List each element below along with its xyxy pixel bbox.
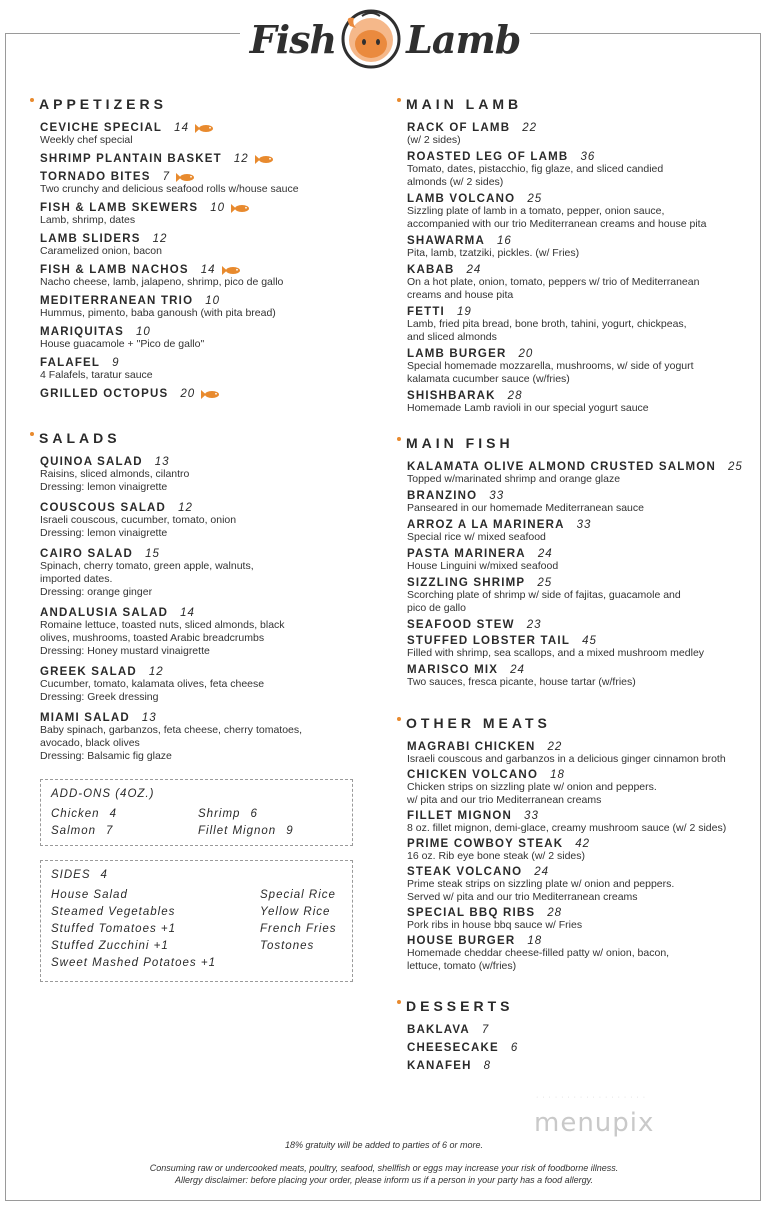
addon-item: Shrimp 6	[198, 808, 258, 820]
item-price: 24	[466, 264, 482, 276]
fish-icon	[222, 266, 242, 275]
item-description: accompanied with our trio Mediterranean creams and house pita	[407, 218, 707, 230]
item-price: 13	[154, 456, 170, 468]
addon-item: Fillet Mignon 9	[198, 825, 294, 837]
menu-item-name	[40, 233, 360, 245]
menu-item	[40, 171, 360, 196]
item-price: 12	[178, 502, 193, 514]
menu-item	[407, 1060, 742, 1072]
menu-item	[407, 664, 742, 689]
item-title: RACK OF LAMB	[407, 122, 511, 134]
menu-item-name	[40, 357, 360, 369]
side-item: Special Rice	[260, 889, 336, 901]
item-description: Panseared in our homemade Mediterranean sauce	[407, 502, 644, 514]
side-item: House Salad	[51, 889, 128, 901]
menu-item-name	[407, 390, 742, 402]
item-title: GREEK SALAD	[40, 666, 137, 678]
item-description: Prime steak strips on sizzling plate w/ onion and peppers.	[407, 878, 675, 890]
menu-item-name	[407, 548, 742, 560]
item-price: 12	[152, 233, 168, 245]
menu-item-name	[407, 619, 742, 631]
item-description: and sliced almonds	[407, 331, 497, 343]
fish-icon	[201, 390, 221, 399]
item-price: 10	[210, 202, 226, 214]
section-title-salads: SALADS	[30, 430, 360, 446]
menu-item-name	[407, 838, 742, 850]
menu-item	[407, 193, 742, 231]
item-title: MARISCO MIX	[407, 664, 499, 676]
item-title: ARROZ A LA MARINERA	[407, 519, 565, 531]
item-description: 4 Falafels, taratur sauce	[40, 369, 153, 381]
item-title: CEVICHE SPECIAL	[40, 122, 163, 134]
menu-item-name	[40, 666, 360, 678]
item-price: 28	[547, 907, 563, 919]
item-title: LAMB VOLCANO	[407, 193, 516, 205]
item-description: House guacamole + "Pico de gallo"	[40, 338, 205, 350]
menu-item	[40, 233, 360, 258]
sides-grid	[51, 889, 342, 969]
menu-item-name	[40, 171, 360, 183]
menu-item	[407, 461, 742, 486]
item-title: LAMB BURGER	[407, 348, 507, 360]
item-description: Hummus, pimento, baba ganoush (with pita bread)	[40, 307, 276, 319]
item-description: Homemade cheddar cheese-filled patty w/ onion, bacon,	[407, 947, 670, 959]
menu-item	[40, 122, 360, 147]
menu-item	[407, 490, 742, 515]
menu-item	[40, 456, 360, 494]
menu-item	[407, 235, 742, 260]
item-price: 20	[518, 348, 534, 360]
item-description: Lamb, fried pita bread, bone broth, tahini, yogurt, chickpeas,	[407, 318, 687, 330]
item-description: Pita, lamb, tzatziki, pickles. (w/ Fries)	[407, 247, 580, 259]
menu-item	[40, 295, 360, 320]
menu-item	[407, 390, 742, 415]
item-title: SHISHBARAK	[407, 390, 496, 402]
section-title-other-meats: OTHER MEATS	[397, 715, 742, 731]
menu-item-name	[407, 1024, 742, 1036]
item-price: 16	[496, 235, 512, 247]
item-description: Tomato, dates, pistacchio, fig glaze, and sliced candied	[407, 163, 664, 175]
item-description: lettuce, tomato (w/fries)	[407, 960, 517, 972]
item-title: SHAWARMA	[407, 235, 485, 247]
menu-item	[40, 607, 360, 658]
item-price: 24	[534, 866, 550, 878]
menu-item	[40, 264, 360, 289]
menu-item	[407, 769, 742, 807]
item-description: Baby spinach, garbanzos, feta cheese, cherry tomatoes,	[40, 724, 303, 736]
item-price: 25	[537, 577, 553, 589]
item-description: Spinach, cherry tomato, green apple, walnuts,	[40, 560, 254, 572]
menu-item-name	[407, 1060, 742, 1072]
item-description: (w/ 2 sides)	[407, 134, 461, 146]
menu-item	[407, 1042, 742, 1054]
menu-item	[407, 577, 742, 615]
item-price: 45	[582, 635, 597, 647]
item-description: Two crunchy and delicious seafood rolls w/house sauce	[40, 183, 299, 195]
menu-item-name	[40, 502, 360, 514]
other-meats-list	[397, 741, 742, 973]
item-description: Dressing: Balsamic fig glaze	[40, 750, 172, 762]
item-title: SEAFOOD STEW	[407, 619, 515, 631]
menu-item	[40, 548, 360, 599]
item-price: 7	[162, 171, 170, 183]
item-description: Romaine lettuce, toasted nuts, sliced almonds, black	[40, 619, 285, 631]
item-title: MARIQUITAS	[40, 326, 124, 338]
menu-item	[407, 741, 742, 766]
menu-item-name	[40, 548, 360, 560]
menu-item	[40, 357, 360, 382]
menu-item	[407, 519, 742, 544]
item-title: STEAK VOLCANO	[407, 866, 523, 878]
addons-box	[40, 779, 353, 846]
item-description: Dressing: lemon vinaigrette	[40, 481, 168, 493]
menu-item-name	[40, 388, 360, 400]
item-description: imported dates.	[40, 573, 113, 585]
menu-item-name	[407, 490, 742, 502]
logo-word-fish: Fish	[249, 16, 337, 62]
menu-item-name	[407, 461, 742, 473]
menu-item-name	[40, 295, 360, 307]
fish-icon	[255, 155, 275, 164]
menu-item	[407, 264, 742, 302]
watermark: menupix	[534, 1108, 655, 1138]
item-price: 25	[527, 193, 543, 205]
item-description: Nacho cheese, lamb, jalapeno, shrimp, pico de gallo	[40, 276, 284, 288]
menu-item	[40, 326, 360, 351]
left-column	[30, 96, 360, 982]
item-title: PASTA MARINERA	[407, 548, 526, 560]
menu-item-name	[407, 193, 742, 205]
item-description: Filled with shrimp, sea scallops, and a mixed mushroom medley	[407, 647, 705, 659]
item-price: 28	[507, 390, 523, 402]
item-description: Scorching plate of shrimp w/ side of fajitas, guacamole and	[407, 589, 681, 601]
item-price: 18	[527, 935, 543, 947]
side-item	[260, 957, 342, 969]
footer-gratuity: 18% gratuity will be added to parties of 6 or more.	[284, 1140, 484, 1150]
item-description: Two sauces, fresca picante, house tartar (w/fries)	[407, 676, 636, 688]
menu-item-name	[407, 306, 742, 318]
item-price: 7	[481, 1024, 490, 1036]
menu-item-name	[407, 519, 742, 531]
menu-item-name	[407, 235, 742, 247]
item-title: KALAMATA OLIVE ALMOND CRUSTED SALMON	[407, 461, 716, 473]
item-price: 14	[200, 264, 216, 276]
menu-item	[407, 635, 742, 660]
item-title: FALAFEL	[40, 357, 101, 369]
item-price: 33	[489, 490, 505, 502]
item-price: 12	[148, 666, 164, 678]
item-price: 24	[537, 548, 553, 560]
item-title: SIZZLING SHRIMP	[407, 577, 526, 589]
menu-item	[407, 122, 742, 147]
item-title: KANAFEH	[407, 1060, 472, 1072]
item-description: avocado, black olives	[40, 737, 140, 749]
item-title: BAKLAVA	[407, 1024, 470, 1036]
menu-item	[407, 1024, 742, 1036]
item-description: almonds (w/ 2 sides)	[407, 176, 504, 188]
item-description: olives, mushrooms, toasted Arabic breadcrumbs	[40, 632, 265, 644]
item-price: 22	[522, 122, 537, 134]
menu-item	[407, 838, 742, 863]
section-title-desserts: DESSERTS	[397, 998, 742, 1014]
menu-item	[40, 502, 360, 540]
item-price: 33	[524, 810, 539, 822]
bullet-dot-icon	[397, 717, 401, 721]
item-title: SPECIAL BBQ RIBS	[407, 907, 536, 919]
item-description: Topped w/marinated shrimp and orange glaze	[407, 473, 621, 485]
item-description: Sizzling plate of lamb in a tomato, pepper, onion sauce,	[407, 205, 665, 217]
menu-item	[407, 907, 742, 932]
logo-word-lamb: Lamb	[406, 16, 521, 62]
item-description: Dressing: Greek dressing	[40, 691, 159, 703]
item-price: 14	[180, 607, 195, 619]
menu-item	[40, 666, 360, 704]
menu-item-name	[407, 264, 742, 276]
menu-item-name	[40, 326, 360, 338]
item-description: Dressing: lemon vinaigrette	[40, 527, 168, 539]
main-fish-list	[397, 461, 742, 689]
item-title: BRANZINO	[407, 490, 478, 502]
menu-item	[40, 712, 360, 763]
item-price: 20	[180, 388, 196, 400]
item-description: On a hot plate, onion, tomato, peppers w/ trio of Mediterranean	[407, 276, 700, 288]
bullet-dot-icon	[30, 98, 34, 102]
side-item: Stuffed Tomatoes +1	[51, 923, 177, 935]
item-title: MEDITERRANEAN TRIO	[40, 295, 194, 307]
item-description: Chicken strips on sizzling plate w/ onion and peppers.	[407, 781, 657, 793]
salads-list	[30, 456, 360, 763]
menu-item	[407, 619, 742, 631]
menu-item-name	[407, 907, 742, 919]
item-description: Served w/ pita and our trio Mediterranean creams	[407, 891, 638, 903]
item-title: CAIRO SALAD	[40, 548, 134, 560]
item-title: HOUSE BURGER	[407, 935, 516, 947]
item-description: Homemade Lamb ravioli in our special yogurt sauce	[407, 402, 649, 414]
menu-item	[407, 866, 742, 904]
side-item: French Fries	[260, 923, 337, 935]
item-price: 13	[141, 712, 157, 724]
item-price: 15	[145, 548, 160, 560]
menu-item	[40, 153, 360, 165]
item-title: FETTI	[407, 306, 445, 318]
menu-item-name	[40, 153, 360, 165]
item-price: 10	[135, 326, 151, 338]
fish-icon	[195, 124, 215, 133]
item-title: LAMB SLIDERS	[40, 233, 141, 245]
item-price: 8	[483, 1060, 492, 1072]
item-price: 6	[510, 1042, 519, 1054]
section-title-main-lamb: MAIN LAMB	[397, 96, 742, 112]
item-price: 24	[510, 664, 525, 676]
item-title: QUINOA SALAD	[40, 456, 143, 468]
side-item: Tostones	[260, 940, 315, 952]
side-item: Sweet Mashed Potatoes +1	[51, 957, 216, 969]
logo	[240, 0, 530, 78]
item-title: CHEESECAKE	[407, 1042, 499, 1054]
item-price: 18	[550, 769, 565, 781]
section-title-main-fish: MAIN FISH	[397, 435, 742, 451]
addon-item: Chicken 4	[51, 808, 117, 820]
item-title: SHRIMP PLANTAIN BASKET	[40, 153, 222, 165]
item-title: KABAB	[407, 264, 455, 276]
item-description: House Linguini w/mixed seafood	[407, 560, 559, 572]
menu-item-name	[40, 202, 360, 214]
menu-item	[407, 810, 742, 835]
menu-item-name	[407, 769, 742, 781]
item-description: kalamata cucumber sauce (w/fries)	[407, 373, 570, 385]
item-description: 16 oz. Rib eye bone steak (w/ 2 sides)	[407, 850, 586, 862]
item-price: 22	[547, 741, 563, 753]
item-price: 12	[233, 153, 249, 165]
item-title: CHICKEN VOLCANO	[407, 769, 539, 781]
item-description: w/ pita and our trio Mediterranean creams	[407, 794, 602, 806]
menu-item-name	[40, 712, 360, 724]
menu-item	[407, 151, 742, 189]
sides-box	[40, 860, 353, 982]
item-price: 33	[576, 519, 592, 531]
footer-allergy: Allergy disclaimer: before placing your order, please inform us if a person in your party has a food allergy.	[174, 1175, 594, 1185]
menu-item-name	[407, 1042, 742, 1054]
item-description: Israeli couscous and garbanzos in a delicious ginger cinnamon broth	[407, 753, 726, 765]
item-description: Caramelized onion, bacon	[40, 245, 162, 257]
menu-item-name	[407, 741, 742, 753]
item-price: 19	[456, 306, 472, 318]
menu-item-name	[407, 122, 742, 134]
item-title: COUSCOUS SALAD	[40, 502, 167, 514]
menu-item-name	[40, 122, 360, 134]
item-description: Special homemade mozzarella, mushrooms, w/ side of yogurt	[407, 360, 694, 372]
right-column	[397, 96, 742, 1078]
item-description: Dressing: orange ginger	[40, 586, 153, 598]
item-description: Dressing: Honey mustard vinaigrette	[40, 645, 210, 657]
item-price: 36	[580, 151, 596, 163]
bullet-dot-icon	[397, 437, 401, 441]
item-price: 9	[112, 357, 120, 369]
menu-item-name	[40, 456, 360, 468]
menu-item-name	[407, 664, 742, 676]
item-price: 25	[727, 461, 743, 473]
menu-item	[40, 388, 360, 400]
addons-grid	[51, 808, 342, 837]
lamb-fish-logo-icon	[340, 8, 402, 70]
menu-item	[407, 348, 742, 386]
item-title: STUFFED LOBSTER TAIL	[407, 635, 571, 647]
menu-item-name	[407, 935, 742, 947]
menu-item	[40, 202, 360, 227]
menu-item-name	[407, 151, 742, 163]
bullet-dot-icon	[30, 432, 34, 436]
item-description: Lamb, shrimp, dates	[40, 214, 136, 226]
item-title: PRIME COWBOY STEAK	[407, 838, 564, 850]
watermark-tagline: · · · · · · · · · · · · · · · · · ·	[536, 1094, 647, 1101]
item-description: Special rice w/ mixed seafood	[407, 531, 546, 543]
menu-item-name	[407, 348, 742, 360]
item-price: 10	[205, 295, 221, 307]
menu-item-name	[407, 577, 742, 589]
item-title: TORNADO BITES	[40, 171, 151, 183]
item-description: Israeli couscous, cucumber, tomato, onion	[40, 514, 237, 526]
bullet-dot-icon	[397, 98, 401, 102]
item-description: Weekly chef special	[40, 134, 133, 146]
main-lamb-list	[397, 122, 742, 415]
side-item: Stuffed Zucchini +1	[51, 940, 169, 952]
menu-item-name	[407, 866, 742, 878]
fish-icon	[231, 204, 251, 213]
item-title: ROASTED LEG OF LAMB	[407, 151, 569, 163]
item-description: 8 oz. fillet mignon, demi-glace, creamy mushroom sauce (w/ 2 sides)	[407, 822, 727, 834]
menu-item	[407, 935, 742, 973]
side-item: Yellow Rice	[260, 906, 331, 918]
item-price: 42	[575, 838, 590, 850]
appetizers-list	[30, 122, 360, 400]
section-title-appetizers: APPETIZERS	[30, 96, 360, 112]
item-title: GRILLED OCTOPUS	[40, 388, 169, 400]
item-price: 23	[526, 619, 542, 631]
footer-warning: Consuming raw or undercooked meats, poultry, seafood, shellfish or eggs may increase your risk of foodborne illness.	[149, 1163, 619, 1173]
menu-item-name	[407, 635, 742, 647]
menu-item-name	[40, 264, 360, 276]
menu-item	[407, 306, 742, 344]
item-title: ANDALUSIA SALAD	[40, 607, 169, 619]
item-title: FISH & LAMB SKEWERS	[40, 202, 199, 214]
sides-title: SIDES 4	[51, 869, 108, 881]
sides-price: 4	[100, 869, 108, 881]
item-description: pico de gallo	[407, 602, 466, 614]
item-price: 14	[174, 122, 189, 134]
menu-item-name	[407, 810, 742, 822]
side-item: Steamed Vegetables	[51, 906, 176, 918]
menu-item-name	[40, 607, 360, 619]
bullet-dot-icon	[397, 1000, 401, 1004]
item-title: FILLET MIGNON	[407, 810, 513, 822]
menu-item	[407, 548, 742, 573]
item-title: MAGRABI CHICKEN	[407, 741, 536, 753]
fish-icon	[176, 173, 196, 182]
item-title: FISH & LAMB NACHOS	[40, 264, 189, 276]
item-description: creams and house pita	[407, 289, 514, 301]
item-description: Raisins, sliced almonds, cilantro	[40, 468, 190, 480]
desserts-list	[397, 1024, 742, 1072]
addons-title: ADD-ONS (4OZ.)	[51, 788, 155, 800]
item-description: Cucumber, tomato, kalamata olives, feta cheese	[40, 678, 265, 690]
item-description: Pork ribs in house bbq sauce w/ Fries	[407, 919, 583, 931]
item-title: MIAMI SALAD	[40, 712, 130, 724]
addon-item: Salmon 7	[51, 825, 114, 837]
